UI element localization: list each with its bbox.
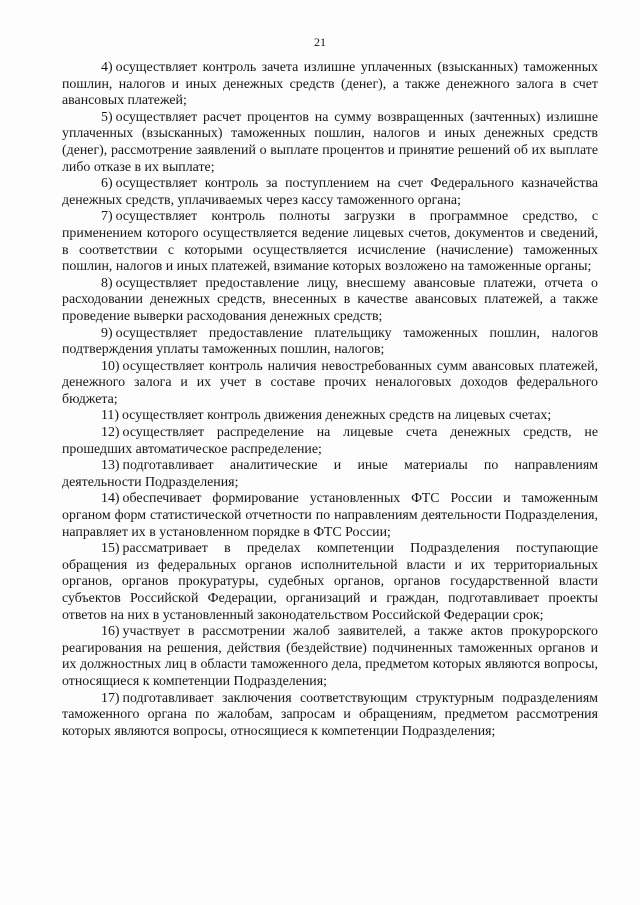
list-item-number: 12) (101, 425, 120, 441)
page-number: 21 (314, 35, 326, 49)
list-item-text: осуществляет расчет процентов на сумму возвращенных (зачтенных) излишне уплаченных (взысканных) таможенных пошлин, налогов и иных денежных средств (денег), рассмотрение заявлений о выплате процентов и принятие решений об их выплате либо отказе в их выплате; (62, 109, 598, 175)
list-item-text: осуществляет контроль зачета излишне уплаченных (взысканных) таможенных пошлин, налогов и иных денежных средств (денег), а также денежного залога в счет авансовых платежей; (62, 60, 598, 109)
list-item-text: подготавливает аналитические и иные материалы по направлениям деятельности Подразделения; (62, 458, 598, 490)
list-item (62, 691, 598, 741)
list-item-number: 7) (101, 209, 113, 225)
list-item-text: участвует в рассмотрении жалоб заявителей, а также актов прокурорского реагирования на решения, действия (бездействие) подчиненных таможенных органов и их должностных лиц в области таможенного дела, предметом которых являются вопросы, относящиеся к компетенции Подразделения; (62, 624, 598, 689)
list-item-text: подготавливает заключения соответствующим структурным подразделениям таможенного органа по жалобам, запросам и обращениям, предметом рассмотрения которых являются вопросы, относящиеся к компетенции Подразделения; (62, 690, 598, 739)
list-item (62, 425, 598, 458)
list-item-text: обеспечивает формирование установленных ФТС России и таможенным органом форм статистической отчетности по направлениям деятельности Подразделения, направляет их в установленном порядке в ФТС России; (62, 491, 598, 540)
list-item-number: 13) (101, 458, 120, 474)
document-body (62, 60, 598, 740)
list-item (62, 276, 598, 326)
list-item (62, 491, 598, 541)
list-item-number: 17) (101, 690, 120, 706)
list-item (62, 458, 598, 491)
list-item-text: осуществляет контроль движения денежных средств на лицевых счетах; (122, 408, 552, 424)
list-item-text: осуществляет предоставление плательщику таможенных пошлин, налогов подтверждения уплаты таможенных пошлин, налогов; (62, 325, 598, 358)
list-item (62, 359, 598, 409)
list-item-number: 9) (101, 325, 113, 341)
list-item-number: 16) (101, 624, 120, 640)
list-item (62, 209, 598, 275)
list-item-number: 6) (101, 176, 113, 192)
list-item-text: рассматривает в пределах компетенции Подразделения поступающие обращения из федеральных органов исполнительной власти и их территориальных органов, органов прокуратуры, судебных органов, органов государственной власти субъектов Российской Федерации, организаций и граждан, подготавливает проекты ответов на них в установленный законодательством Российской Федерации срок; (62, 541, 598, 623)
list-item-number: 5) (101, 109, 113, 125)
list-item-text: осуществляет контроль за поступлением на счет Федерального казначейства денежных средств, уплачиваемых через кассу таможенного органа; (62, 176, 598, 208)
list-item (62, 60, 598, 110)
list-item-text: осуществляет распределение на лицевые счета денежных средств, не прошедших автоматическое распределение; (62, 425, 598, 457)
list-item-number: 4) (101, 60, 113, 75)
list-item (62, 110, 598, 176)
list-item (62, 408, 598, 425)
list-item-number: 14) (101, 491, 120, 507)
list-item (62, 176, 598, 209)
list-item-text: осуществляет контроль наличия невостребованных сумм авансовых платежей, денежного залога и их учет в составе прочих неналоговых доходов федерального бюджета; (62, 358, 598, 407)
list-item (62, 624, 598, 690)
list-item (62, 326, 598, 359)
list-item-text: осуществляет предоставление лицу, внесшему авансовые платежи, отчета о расходовании денежных средств, внесенных в качестве авансовых платежей, а также проведение выверки расходования денежных средств; (62, 275, 598, 324)
list-item-number: 8) (101, 275, 113, 291)
list-item-text: осуществляет контроль полноты загрузки в программное средство, с применением которого осуществляется ведение лицевых счетов, документов и сведений, в соответствии с которыми осуществляется исчисление (начисление) таможенных пошлин, налогов и иных платежей, взимание которых возложено на таможенные органы; (62, 209, 598, 275)
list-item-number: 10) (101, 358, 120, 374)
list-item (62, 541, 598, 624)
list-item-number: 15) (101, 541, 120, 557)
list-item-number: 11) (101, 408, 120, 424)
